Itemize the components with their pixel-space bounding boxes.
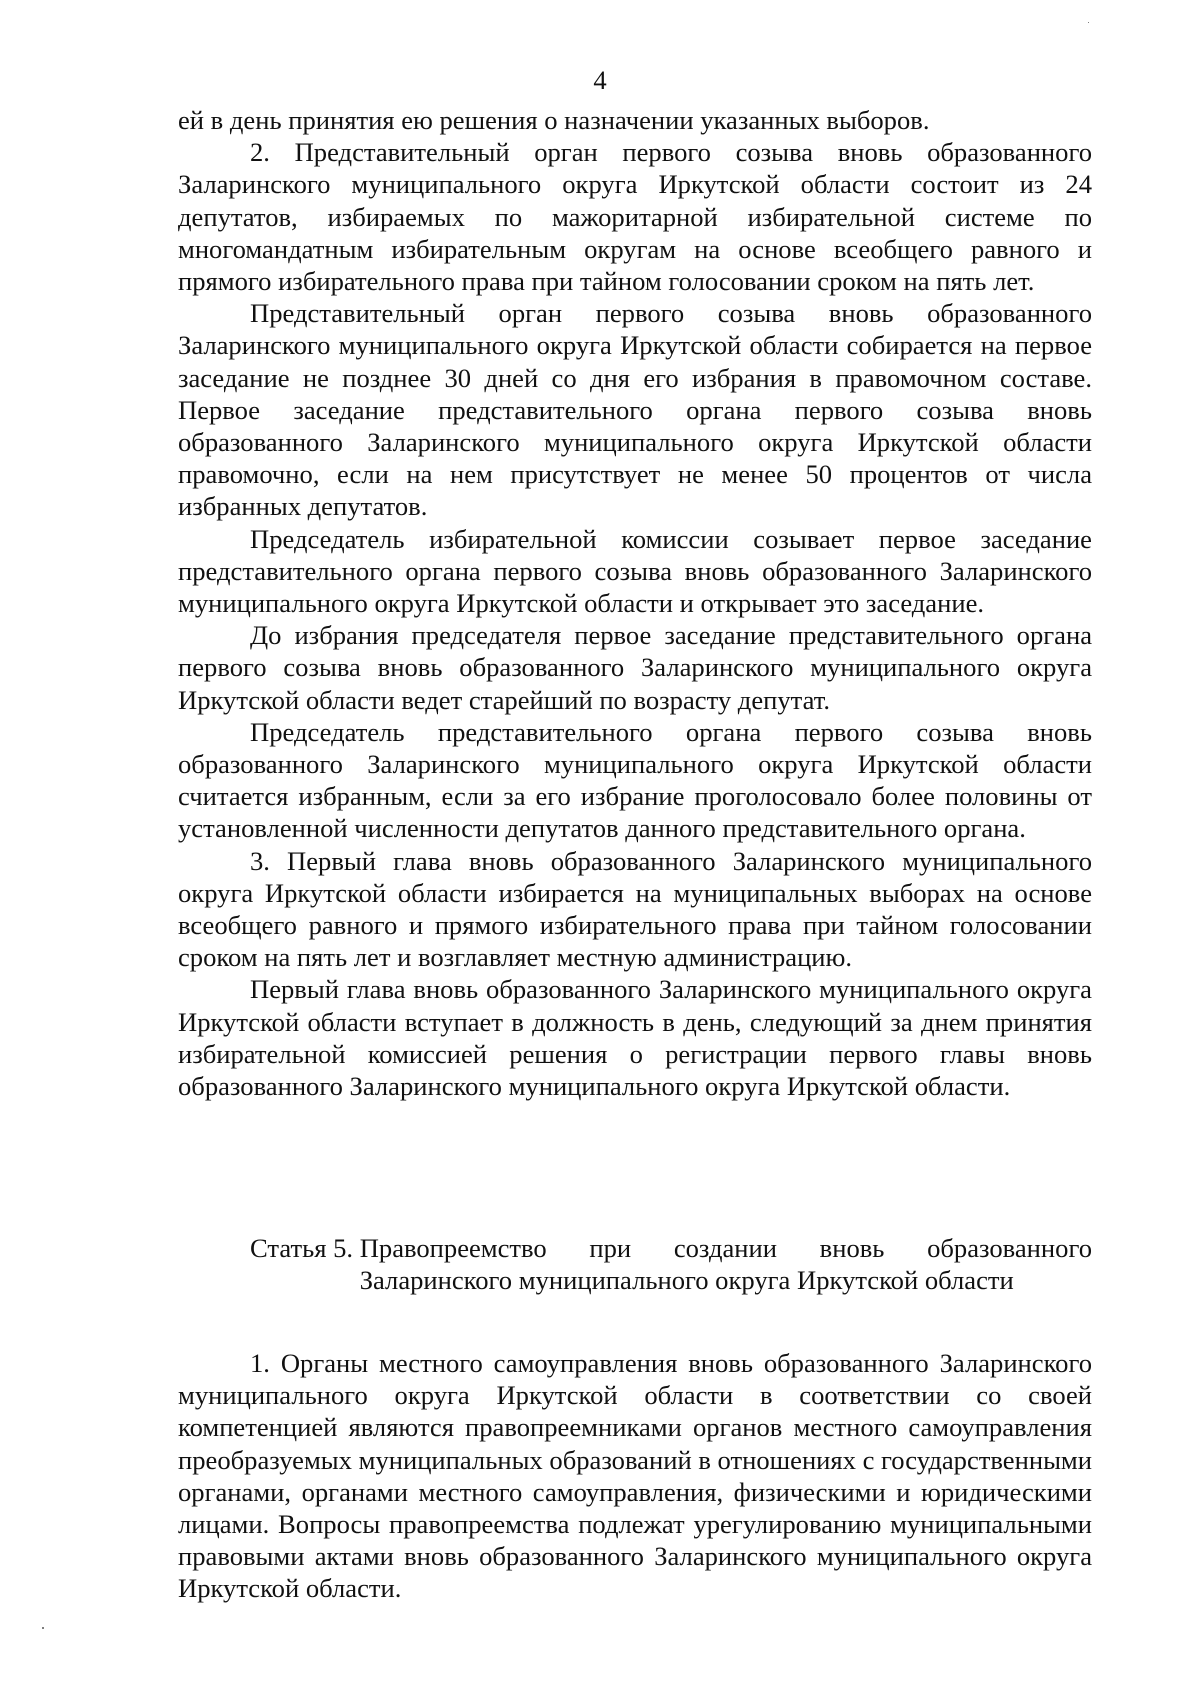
scan-speck (1088, 22, 1089, 23)
paragraph: Председатель представительного органа первого созыва вновь образованного Заларинского муниципального округа Иркутской области считается избранным, если за его избрание проголосовало более половины от установленной численности депутатов данного представительного органа. (178, 716, 1092, 844)
page-number: 4 (593, 65, 607, 95)
scan-speck (42, 1627, 44, 1629)
paragraph: Представительный орган первого созыва вновь образованного Заларинского муниципального округа Иркутской области собирается на первое заседание не позднее 30 дней со дня его избрания в правомочном составе. Первое заседание представительного органа первого созыва вновь образованного Заларинского муниципального округа Иркутской области правомочно, если на нем присутствует не менее 50 процентов от числа избранных депутатов. (178, 298, 1092, 522)
article-heading (250, 1232, 1092, 1296)
article-title: Правопреемство при создании вновь образованного Заларинского муниципального округа Иркутской области (359, 1233, 1092, 1296)
paragraph: 3. Первый глава вновь образованного Заларинского муниципального округа Иркутской области избирается на муниципальных выборах на основе всеобщего равного и прямого избирательного права при тайном голосовании сроком на пять лет и возглавляет местную администрацию. (178, 845, 1092, 973)
paragraph: ей в день принятия ею решения о назначении указанных выборов. (178, 105, 930, 135)
body-text-top (178, 104, 1092, 1102)
body-text-bottom (178, 1347, 1092, 1605)
paragraph: Председатель избирательной комиссии созывает первое заседание представительного органа первого созыва вновь образованного Заларинского муниципального округа Иркутской области и открывает это заседание. (178, 523, 1092, 619)
article-label: Статья 5. (250, 1233, 360, 1263)
paragraph: До избрания председателя первое заседание представительного органа первого созыва вновь образованного Заларинского муниципального округа Иркутской области ведет старейший по возрасту депутат. (178, 620, 1092, 715)
paragraph: Первый глава вновь образованного Заларинского муниципального округа Иркутской области вступает в должность в день, следующий за днем принятия избирательной комиссией решения о регистрации первого главы вновь образованного Заларинского муниципального округа Иркутской области. (178, 974, 1092, 1102)
paragraph: 1. Органы местного самоуправления вновь образованного Заларинского муниципального округа Иркутской области в соответствии со своей компетенцией являются правопреемниками органов местного самоуправления преобразуемых муниципальных образований в отношениях с государственными органами, органами местного самоуправления, физическими и юридическими лицами. Вопросы правопреемства подлежат урегулированию муниципальными правовыми актами вновь образованного Заларинского муниципального округа Иркутской области. (178, 1348, 1092, 1604)
paragraph: 2. Представительный орган первого созыва вновь образованного Заларинского муниципального округа Иркутской области состоит из 24 депутатов, избираемых по мажоритарной избирательной системе по многомандатным избирательным округам на основе всеобщего равного и прямого избирательного права при тайном голосовании сроком на пять лет. (178, 137, 1092, 297)
